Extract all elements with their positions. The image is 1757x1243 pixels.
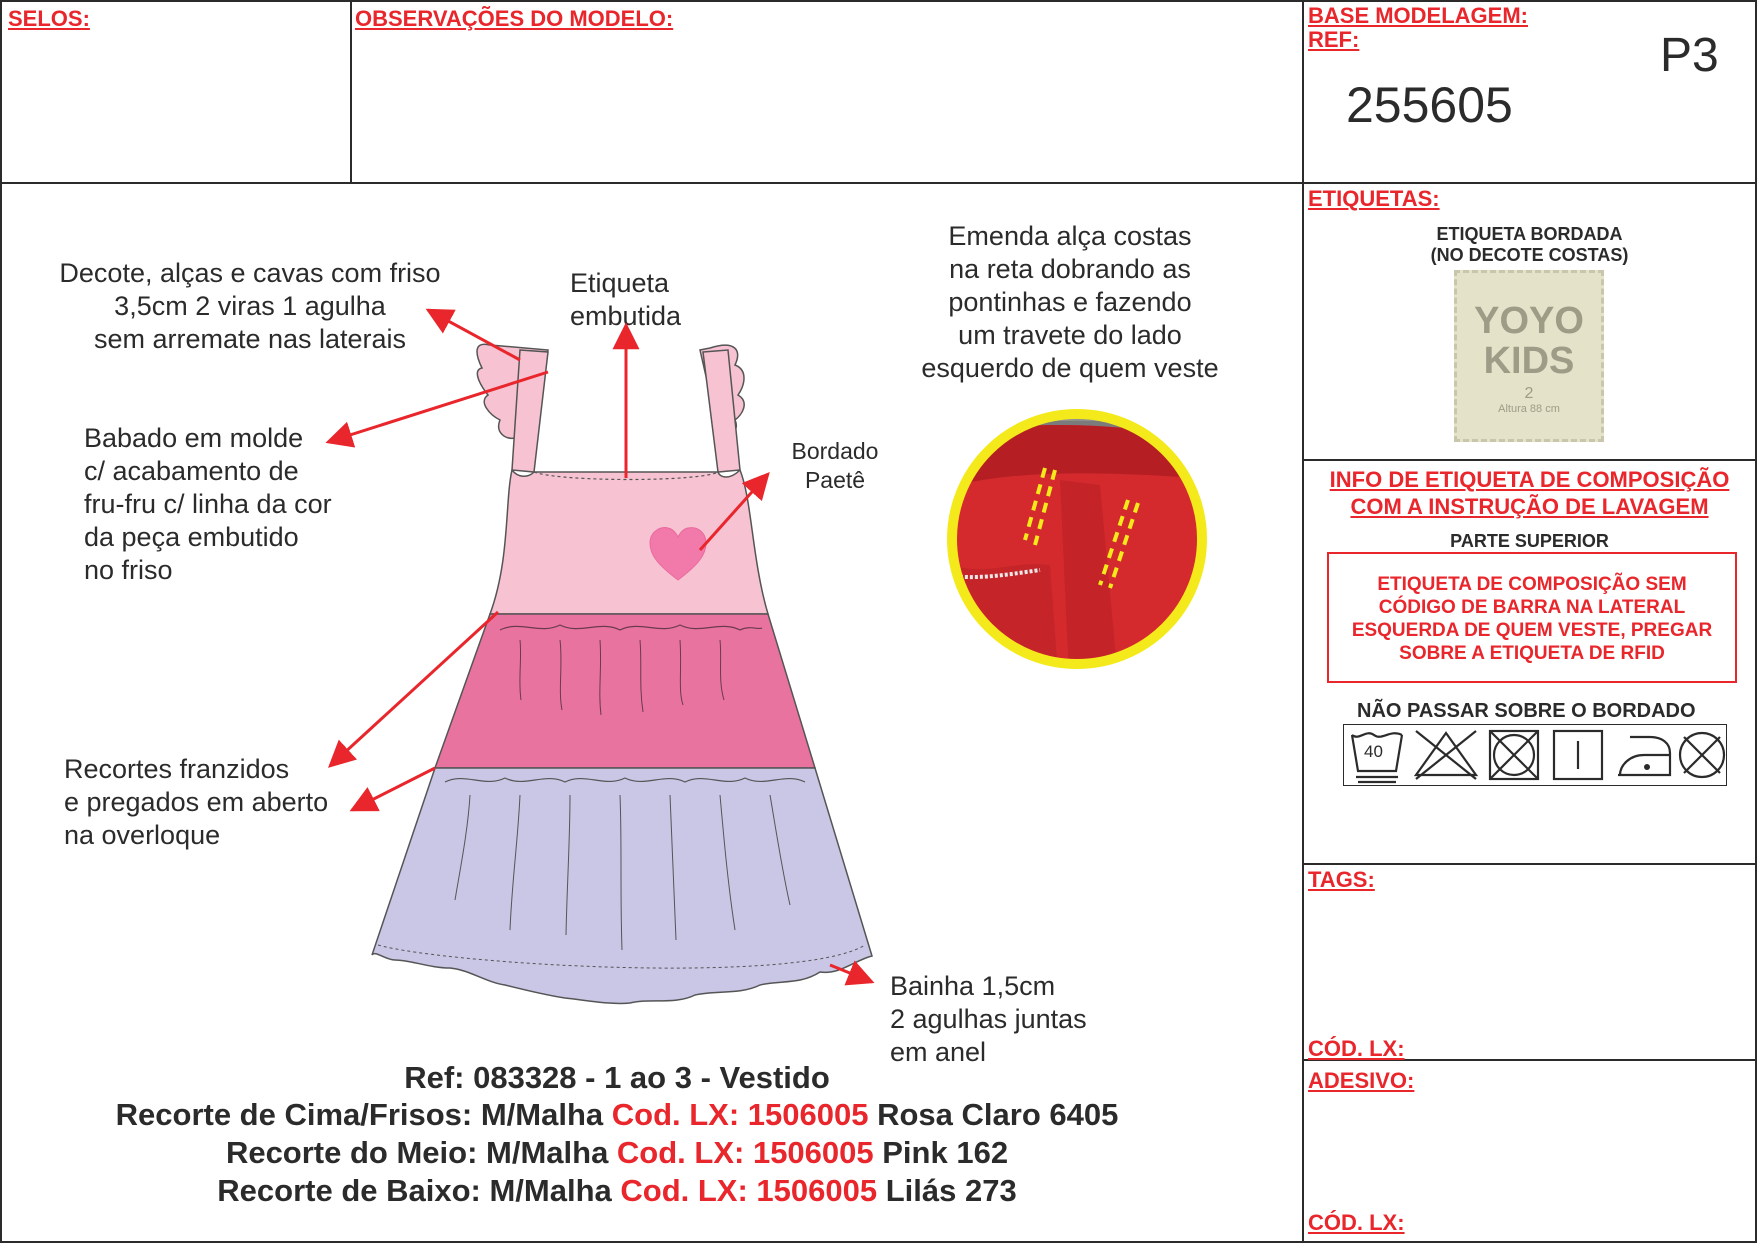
spec-row-cima: Recorte de Cima/Frisos: M/Malha Cod. LX: 1506005 Rosa Claro 6405	[115, 1097, 1119, 1132]
label-size: 2	[1524, 385, 1534, 402]
nao-passar-label: NÃO PASSAR SOBRE O BORDADO	[1357, 700, 1696, 722]
selos-label: SELOS:	[8, 6, 90, 31]
decote-note: Decote, alças e cavas com friso 3,5cm 2 viras 1 agulha sem arremate nas laterais	[59, 258, 441, 354]
base-modelagem-label: BASE MODELAGEM:	[1308, 3, 1528, 28]
label-height: Altura 88 cm	[1498, 403, 1560, 415]
emenda-note: Emenda alça costas na reta dobrando as pontinhas e fazendo um travete do lado esquerdo de quem veste	[921, 221, 1219, 383]
size-value: P3	[1660, 29, 1719, 82]
tags-label: TAGS:	[1308, 867, 1375, 892]
bordado-note: Bordado Paetê	[791, 438, 879, 493]
wash-symbols	[1343, 724, 1727, 786]
adesivo-label: ADESIVO:	[1308, 1068, 1415, 1093]
etiqueta-embutida-note: Etiqueta embutida	[570, 268, 682, 331]
middle-tier	[435, 614, 815, 768]
observacoes-label: OBSERVAÇÕES DO MODELO:	[355, 6, 674, 31]
spec-row-meio: Recorte do Meio: M/Malha Cod. LX: 1506005 Pink 162	[225, 1135, 1009, 1170]
parte-superior-label: PARTE SUPERIOR	[1450, 531, 1609, 551]
iron-low-icon	[1618, 737, 1670, 775]
composicao-instruction-box: ETIQUETA DE COMPOSIÇÃO SEM CÓDIGO DE BARRA NA LATERAL ESQUERDA DE QUEM VESTE, PREGAR SOBRE A ETIQUETA DE RFID	[1327, 552, 1737, 683]
spec-row-baixo: Recorte de Baixo: M/Malha Cod. LX: 1506005 Lilás 273	[217, 1173, 1017, 1208]
label-brand: YOYO KIDS	[1474, 300, 1584, 382]
bodice	[490, 470, 768, 614]
bottom-tier	[372, 768, 872, 1003]
babado-note: Babado em molde c/ acabamento de fru-fru c/ linha da cor da peça embutido no friso	[84, 423, 332, 585]
spec-title: Ref: 083328 - 1 ao 3 - Vestido	[404, 1060, 830, 1095]
recortes-note: Recortes franzidos e pregados em aberto na overloque	[64, 754, 329, 850]
line-dry-icon	[1554, 731, 1602, 779]
no-bleach-icon	[1416, 731, 1476, 779]
cod-lx-tags-label: CÓD. LX:	[1308, 1036, 1405, 1061]
wash-temp: 40	[1364, 742, 1383, 761]
ref-label: REF:	[1308, 27, 1360, 52]
ref-value: 255605	[1346, 77, 1513, 133]
etiquetas-label: ETIQUETAS:	[1308, 186, 1440, 211]
iron-dot	[1644, 764, 1650, 770]
woven-label	[1454, 270, 1604, 442]
no-tumble-dry-icon	[1490, 731, 1538, 779]
no-dry-clean-icon	[1680, 733, 1724, 777]
bainha-note: Bainha 1,5cm 2 agulhas juntas em anel	[890, 971, 1087, 1067]
etiqueta-bordada-text: ETIQUETA BORDADA (NO DECOTE COSTAS)	[1430, 224, 1629, 265]
cod-lx-adesivo-label: CÓD. LX:	[1308, 1210, 1405, 1235]
info-composicao-title: INFO DE ETIQUETA DE COMPOSIÇÃO COM A INSTRUÇÃO DE LAVAGEM	[1329, 467, 1730, 519]
